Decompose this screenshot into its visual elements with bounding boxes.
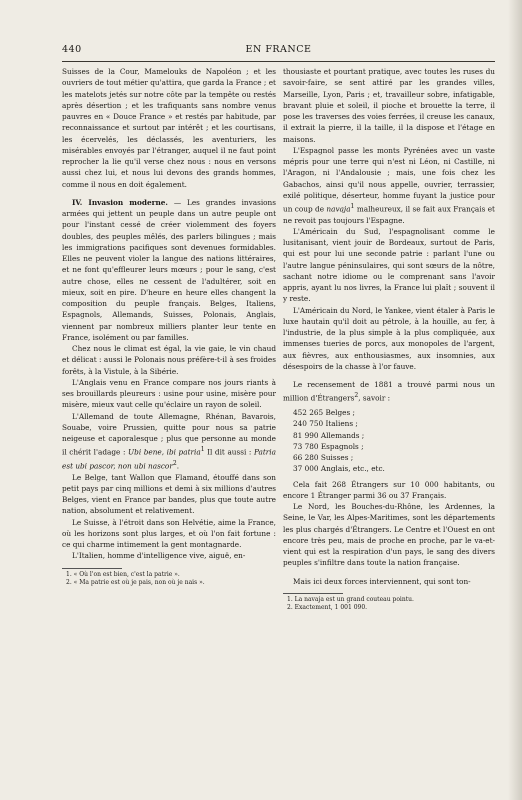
footnote-ref: 1 <box>200 446 205 454</box>
list-item: 452 265 Belges ; <box>293 408 356 418</box>
footnote-ref: 2 <box>172 459 177 467</box>
right-column <box>283 66 495 613</box>
census-suffix: , savoir : <box>358 393 391 403</box>
paragraph-adage: L'Allemand de toute Allemagne, Rhénan, Bavarois, Souabe, voire Prussien, quitte pour nous sa patrie neigeuse et caporalesque ; plus que personne au monde il chérit l'adage : Ubi bene, ibi patria$^1$ Il dit aussi : Patria est ubi pascor, non ubi nascor$^2$. <box>62 411 276 471</box>
paragraph: Le Nord, les Bouches-du-Rhône, les Ardennes, la Seine, le Var, les Alpes-Maritimes, sont les départements les plus chargés d'Étrangers. Le Centre et l'Ouest en ont encore très peu, mais de proche en proche, par le va-et-vient qui est la respiration d'un pays, le sang des divers peuples s'infiltre dans toute la nation française. <box>283 502 495 568</box>
paragraph-text: L'Allemand de toute Allemagne, Rhénan, Bavarois, Souabe, voire Prussien, quitte pour nous sa patrie neigeuse et caporalesque ; plus que personne au monde il chérit l'adage : <box>62 411 276 457</box>
section-paragraph <box>62 197 276 343</box>
section-heading: IV. Invasion moderne. <box>72 197 168 207</box>
footnote-ref: 1 <box>350 203 355 210</box>
header-rule <box>62 61 495 62</box>
paragraph: Mais ici deux forces interviennent, qui sont ton- <box>293 576 471 586</box>
paragraph: Chez nous le climat est égal, la vie gaie, le vin chaud et délicat : aussi le Polonais nous préfère-t-il à ses froides forêts, à la Vistule, à la Sibérie. <box>62 344 276 376</box>
latin-adage: Patria est ubi pascor, non ubi nascor <box>62 447 276 471</box>
list-item: 37 000 Anglais, etc., etc. <box>293 464 385 474</box>
page-number: 440 <box>62 44 82 55</box>
footnote-ref: 2 <box>354 392 359 400</box>
page-edge-shadow <box>508 0 522 800</box>
paragraph: L'Américain du Nord, le Yankee, vient étaler à Paris le luxe hautain qu'il doit au pétrole, à la houille, au fer, à l'industrie, de la plus simple à la plus compliquée, aux immenses tueries de porcs, aux monopoles de l'argent, aux fièvres, aux enthousiasmes, aux insomnies, aux désespoirs de la chasse à l'or fauve. <box>283 305 495 371</box>
paragraph: Cela fait 268 Étrangers sur 10 000 habitants, ou encore 1 Étranger parmi 36 ou 37 Français. <box>283 479 495 500</box>
footnotes <box>62 571 276 588</box>
footnote: 1. La navaja est un grand couteau pointu. <box>287 595 414 603</box>
census-list <box>283 407 495 475</box>
paragraph: Le Suisse, à l'étroit dans son Helvétie, aime la France, où les horizons sont plus larges, et où l'on fait fortune : ce qui charme intimement la gent montagnarde. <box>62 517 276 550</box>
latin-adage: Ubi bene, ibi patria <box>128 447 201 457</box>
census-paragraph <box>283 379 495 404</box>
footnote: 2. « Ma patrie est où je pais, non où je nais ». <box>66 579 205 587</box>
paragraph-text: malheureux, il se fait aux Français et ne revoit pas toujours l'Espagne. <box>283 204 495 225</box>
paragraph: L'Italien, homme d'intelligence vive, aiguë, en- <box>72 551 246 561</box>
paragraph: Suisses de la Cour, Mamelouks de Napoléon ; et les ouvriers de tout métier qu'attira, que garda la France ; et les matelots jetés sur notre côte par la tempête ou restés après désertion ; et les trafiquants sans nombre venus pauvres en « Douce France » et restés par habitude, par reconnaissance et surtout par intérêt ; et les courtisans, les écervelés, les déclassés, les aventuriers, les misérables envoyés par l'étranger, auquel il ne faut point reprocher la lie qu'il verse chez nous : nous en versons aussi chez lui, et nous lui devons des grands hommes, comme il nous en doit également. <box>62 67 276 189</box>
list-item: 73 780 Espagnols ; <box>293 441 364 451</box>
list-item: 240 750 Italiens ; <box>293 419 358 429</box>
column-gutter <box>278 66 279 706</box>
paragraph-navaja <box>283 145 495 226</box>
footnote: 1. « Où l'on est bien, c'est la patrie ». <box>66 570 180 578</box>
paragraph: thousiaste et pourtant pratique, avec toutes les ruses du savoir-faire, se sent attiré par les grandes villes, Marseille, Lyon, Paris ; et, travailleur sobre, infatigable, bravant pluie et soleil, il pioche et brouette la terre, il pose les traverses des voies ferrées, il creuse les canaux, il extrait la pierre, il la taille, il la dispose et l'étage en maisons. <box>283 67 495 144</box>
paragraph-text: Le recensement de 1881 a trouvé parmi nous un million d'Étrangers <box>283 380 495 403</box>
left-column <box>62 66 276 588</box>
paragraph: Le Belge, tant Wallon que Flamand, étouffé dans son petit pays par cinq millions et demi à six millions d'autres Belges, vient en France par bandes, plus que toute autre nation, absolument et relativement. <box>62 472 277 516</box>
running-title: EN FRANCE <box>245 44 312 55</box>
footnote: 2. Exactement, 1 001 090. <box>287 604 368 612</box>
foreign-word: navaja <box>326 204 351 214</box>
paragraph-text: — Les grandes invasions armées qui jettent un peuple dans un autre peuple ont pour l'instant cessé de créer violemment des foyers doubles, des peuples mêlés, des parlers bilingues ; mais les immigrations pacifiques sont devenues formidables. Elles ne peuvent violer la langue des nations littéraires, et ne font qu'effleurer leurs mœurs ; pour le sang, c'est autre chose, elles ne cessent de l'adultérer, soit en mieux, soit en pire. D'heure en heure elles changent la composition du peuple français. Belges, Italiens, Espagnols, Allemands, Suisses, Polonais, Anglais, viennent par nombreux milliers planter leur tente en France, isolément ou par familles. <box>62 197 276 342</box>
footnotes <box>283 596 495 613</box>
paragraph-text: L'Espagnol passe les monts Pyrénées avec un vaste mépris pour une terre qui n'est ni Léon, ni Castille, ni l'Aragon, ni l'Andalousie ; mais, une fois chez les Gabachos, ainsi qu'il nous appelle, ouvrier, terrassier, exilé politique, déserteur, homme fuyant la justice pour un coup de <box>283 145 495 214</box>
footnote-divider <box>62 568 122 569</box>
footnote-divider <box>283 593 343 594</box>
page-header <box>62 44 495 58</box>
paragraph: L'Anglais venu en France compare nos jours riants à ses brouillards pleureurs : usine pour usine, misère pour misère, mieux vaut celle qu'éclaire un rayon de soleil. <box>62 377 276 410</box>
paragraph: L'Américain du Sud, l'espagnolisant comme le lusitanisant, vient jouir de Bordeaux, surtout de Paris, qui est pour lui une seconde patrie : parlant l'une ou l'autre langue péninsulaires, qui sont sœurs de la nôtre, sachant notre idiome ou le comprenant sans l'avoir appris, ayant lu nos livres, la France lui plaît ; souvent il y reste. <box>283 226 495 304</box>
adage-intro: Il dit aussi : <box>207 447 252 457</box>
list-item: 66 280 Suisses ; <box>293 453 354 463</box>
list-item: 81 990 Allemands ; <box>293 430 365 440</box>
